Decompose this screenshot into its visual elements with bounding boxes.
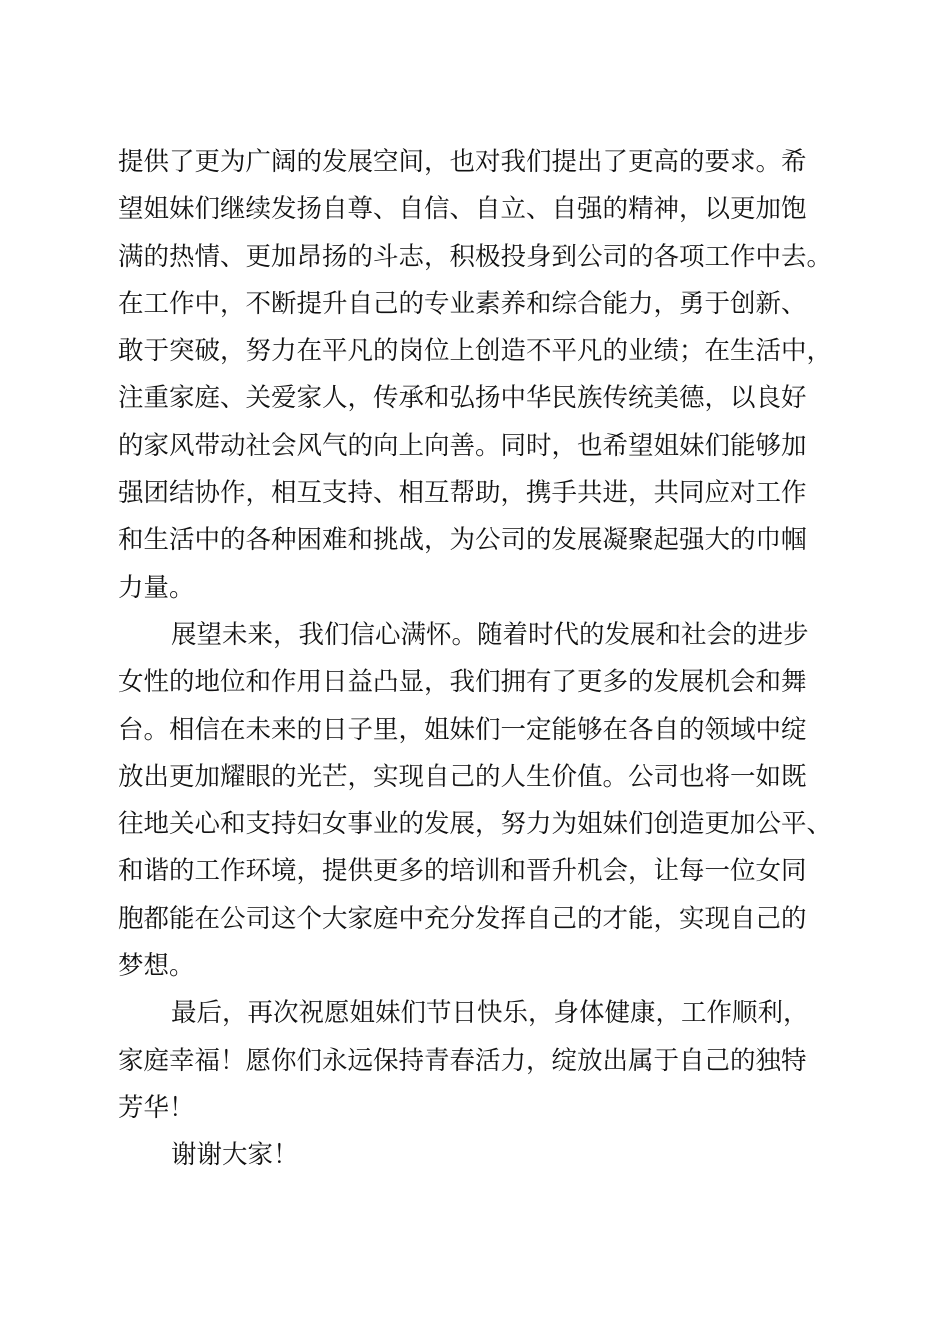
body-text — [118, 139, 838, 1180]
text-line: 在工作中，不断提升自己的专业素养和综合能力，勇于创新、 — [118, 288, 807, 319]
text-line: 望姐妹们继续发扬自尊、自信、自立、自强的精神，以更加饱 — [118, 194, 807, 225]
text-line: 放出更加耀眼的光芒，实现自己的人生价值。公司也将一如既 — [118, 761, 807, 792]
text-line: 注重家庭、关爱家人，传承和弘扬中华民族传统美德，以良好 — [118, 383, 807, 414]
text-line: 敢于突破，努力在平凡的岗位上创造不平凡的业绩；在生活中， — [118, 336, 833, 367]
text-line: 力量。 — [118, 572, 195, 603]
text-line: 往地关心和支持妇女事业的发展，努力为姐妹们创造更加公平、 — [118, 809, 833, 840]
text-line: 的家风带动社会风气的向上向善。同时，也希望姐妹们能够加 — [118, 430, 807, 461]
text-line: 梦想。 — [118, 951, 195, 982]
text-line: 女性的地位和作用日益凸显，我们拥有了更多的发展机会和舞 — [118, 667, 807, 698]
paragraph-start-line: 最后，再次祝愿姐妹们节日快乐，身体健康，工作顺利， — [171, 998, 809, 1029]
text-line: 满的热情、更加昂扬的斗志，积极投身到公司的各项工作中去。 — [118, 241, 833, 272]
text-line: 和谐的工作环境，提供更多的培训和晋升机会，让每一位女同 — [118, 856, 807, 887]
text-line: 和生活中的各种困难和挑战，为公司的发展凝聚起强大的巾帼 — [118, 525, 807, 556]
text-line: 强团结协作，相互支持、相互帮助，携手共进，共同应对工作 — [118, 478, 807, 509]
text-line: 家庭幸福！愿你们永远保持青春活力，绽放出属于自己的独特 — [118, 1045, 807, 1076]
text-line: 胞都能在公司这个大家庭中充分发挥自己的才能，实现自己的 — [118, 903, 807, 934]
closing-line: 谢谢大家！ — [171, 1140, 299, 1171]
paragraph-start-line: 展望未来，我们信心满怀。随着时代的发展和社会的进步 — [171, 619, 809, 650]
text-line: 提供了更为广阔的发展空间，也对我们提出了更高的要求。希 — [118, 147, 807, 177]
text-line: 芳华！ — [118, 1092, 195, 1123]
text-line: 台。相信在未来的日子里，姐妹们一定能够在各自的领域中绽 — [118, 714, 807, 745]
